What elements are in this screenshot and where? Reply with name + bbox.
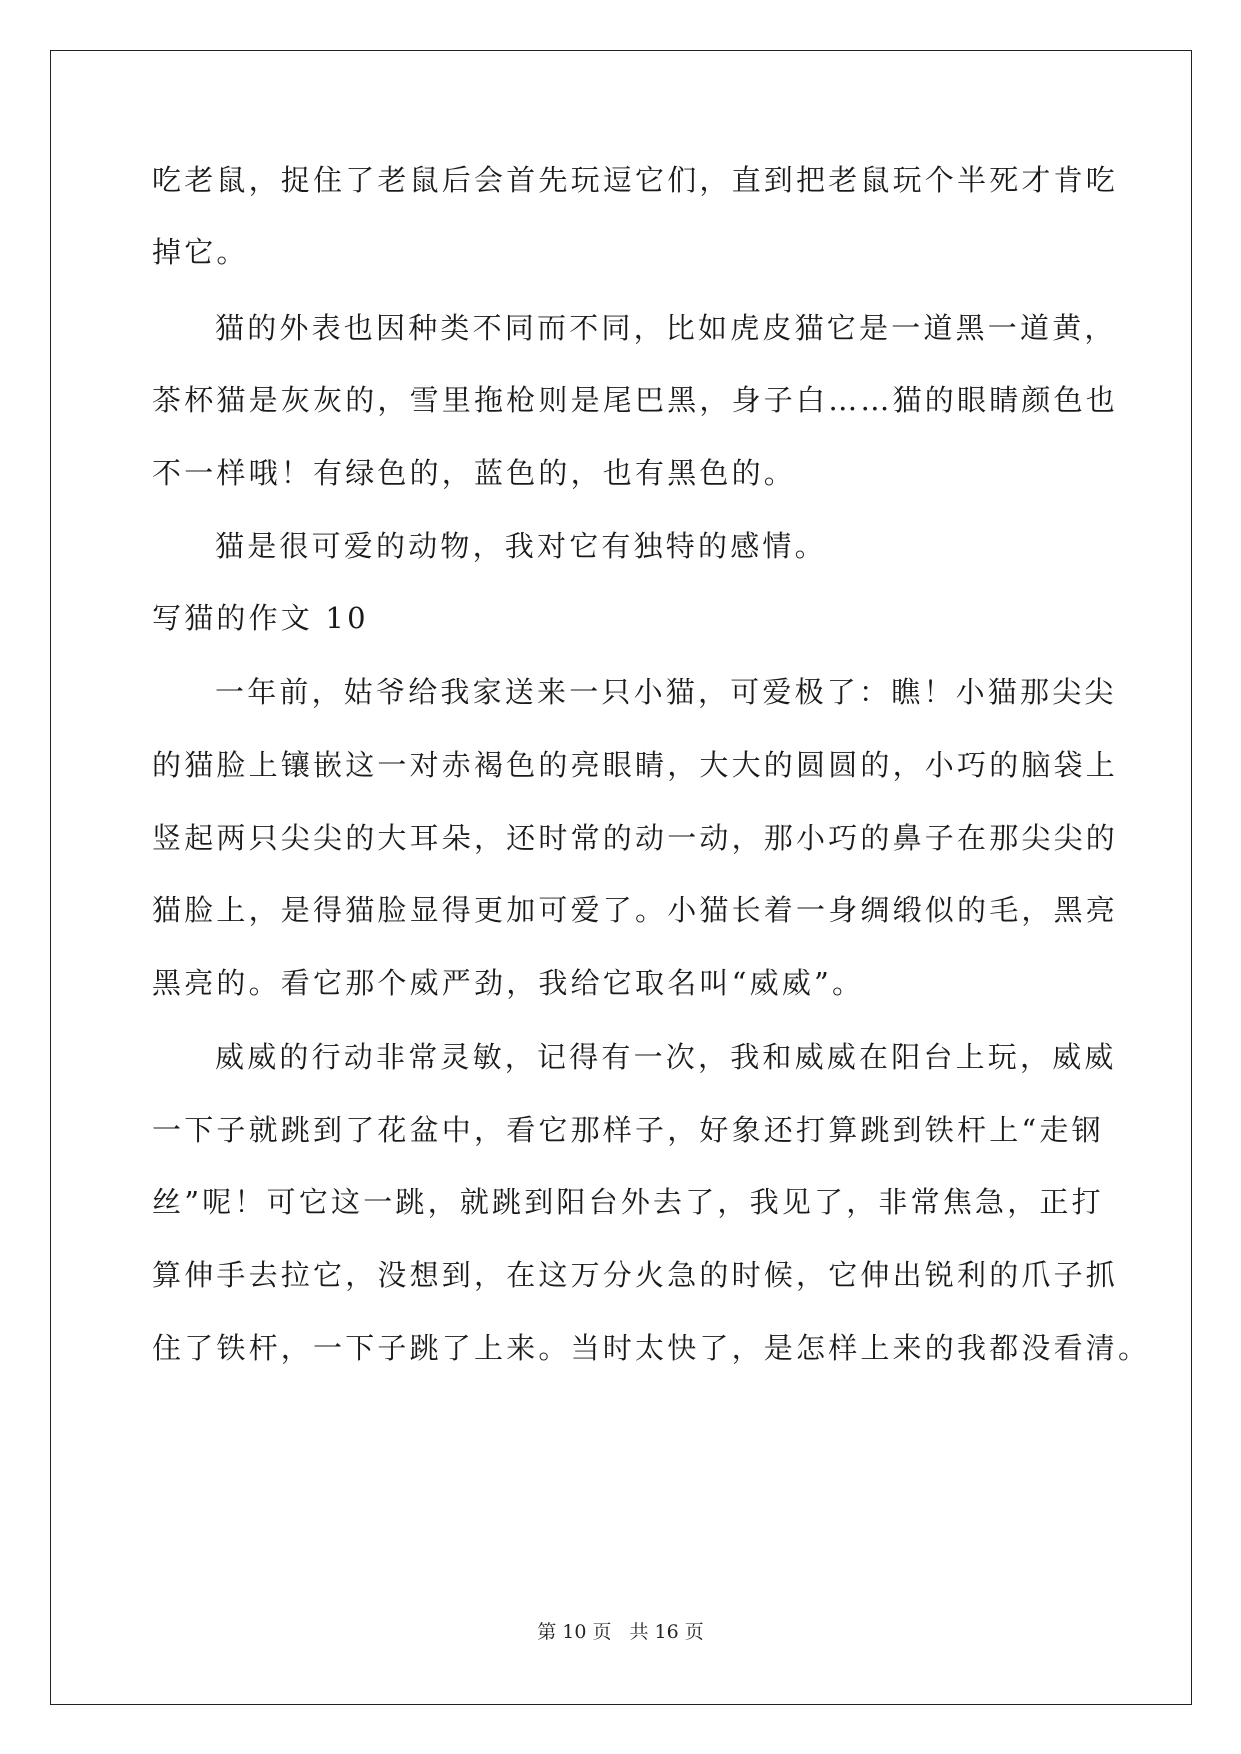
text-line: 一下子就跳到了花盆中，看它那样子，好象还打算跳到铁杆上“走钢 [152,1113,1104,1147]
text-line: 丝”呢！可它这一跳，就跳到阳台外去了，我见了，非常焦急，正打 [152,1185,1104,1219]
text-line: 一年前，姑爷给我家送来一只小猫，可爱极了：瞧！小猫那尖尖 [215,675,1117,709]
page-number: 第 10 页 [537,1621,612,1643]
text-line: 猫是很可爱的动物，我对它有独特的感情。 [215,529,827,563]
text-line: 算伸手去拉它，没想到，在这万分火急的时候，它伸出锐利的爪子抓 [152,1258,1119,1292]
text-line: 威威的行动非常灵敏，记得有一次，我和威威在阳台上玩，威威 [215,1040,1117,1074]
page-footer [0,1620,1241,1644]
text-line: 住了铁杆，一下子跳了上来。当时太快了，是怎样上来的我都没看清。 [152,1331,1151,1365]
section-heading: 写猫的作文 10 [152,601,369,635]
text-line: 茶杯猫是灰灰的，雪里拖枪则是尾巴黑，身子白……猫的眼睛颜色也 [152,383,1119,417]
text-line: 的猫脸上镶嵌这一对赤褐色的亮眼睛，大大的圆圆的，小巧的脑袋上 [152,748,1119,782]
page-border [50,50,1192,1705]
text-line: 掉它。 [152,235,249,269]
text-line: 竖起两只尖尖的大耳朵，还时常的动一动，那小巧的鼻子在那尖尖的 [152,821,1119,855]
text-line: 猫脸上，是得猫脸显得更加可爱了。小猫长着一身绸缎似的毛，黑亮 [152,893,1119,927]
text-line: 猫的外表也因种类不同而不同，比如虎皮猫它是一道黑一道黄， [215,311,1117,345]
text-line: 黑亮的。看它那个威严劲，我给它取名叫“威威”。 [152,966,865,1000]
text-line: 不一样哦！有绿色的，蓝色的，也有黑色的。 [152,456,797,490]
page-total: 共 16 页 [629,1621,704,1643]
text-line: 吃老鼠，捉住了老鼠后会首先玩逗它们，直到把老鼠玩个半死才肯吃 [152,163,1119,197]
